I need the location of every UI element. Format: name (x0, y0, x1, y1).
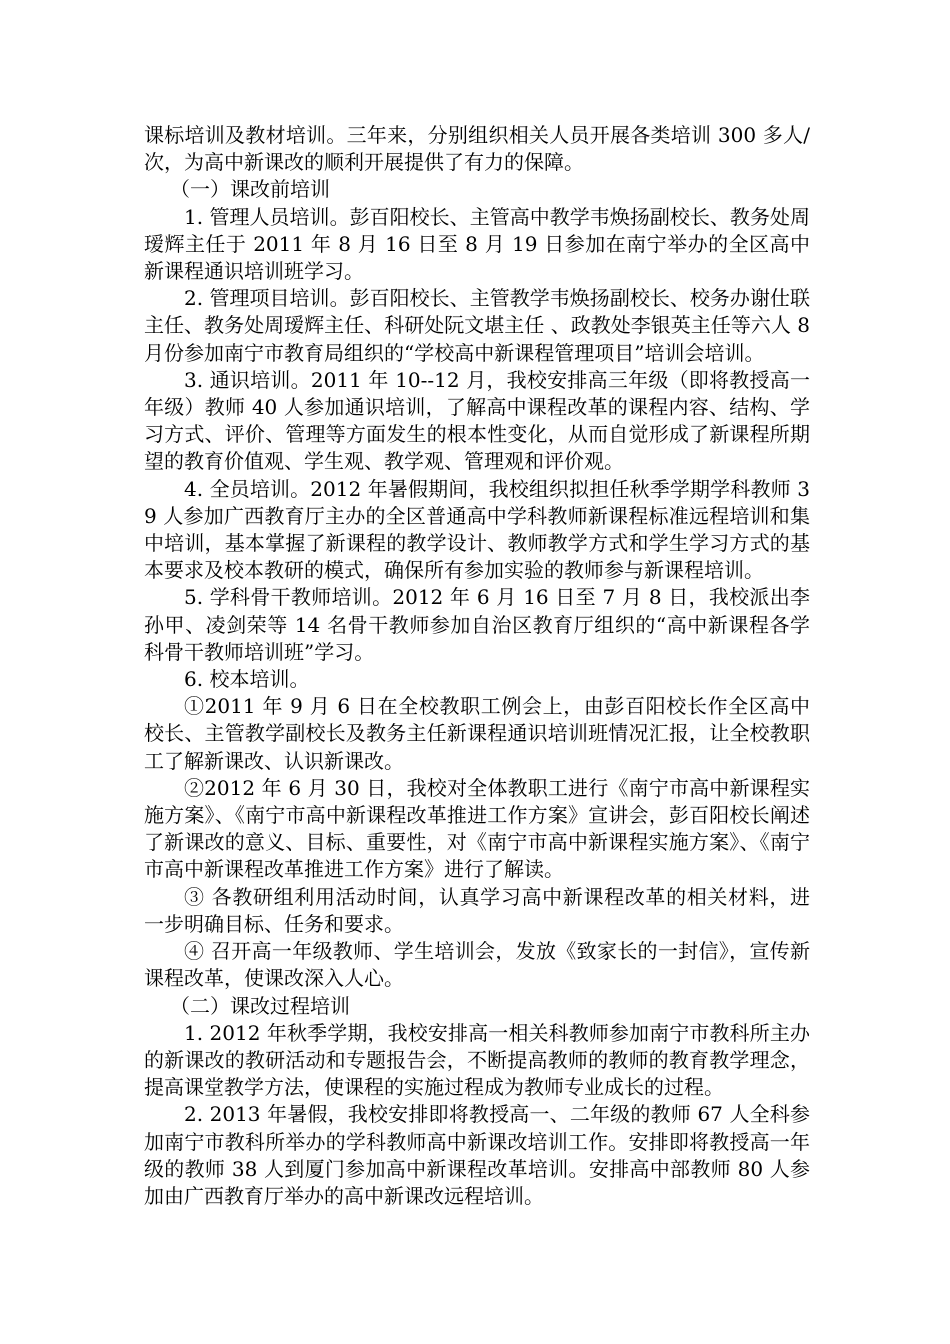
paragraph-management-project-training: 2. 管理项目培训。彭百阳校长、主管教学韦焕扬副校长、校务办谢仕联主任、教务处周瑷辉主任、科研处阮文堪主任 、政教处李银英主任等六人 8 月份参加南宁市教育局组织的“学校高中新课程管理项目”培训会培训。 (144, 286, 810, 365)
paragraph-item-4: ④ 召开高一年级教师、学生培训会，发放《致家长的一封信》，宣传新课程改革，使课改深入人心。 (144, 939, 810, 991)
section-heading-in-process-training: （二）课改过程培训 (170, 993, 350, 1018)
paragraph-item-2: ②2012 年 6 月 30 日，我校对全体教职工进行《南宁市高中新课程实施方案》、《南宁市高中新课程改革推进工作方案》宣讲会，彭百阳校长阐述了新课改的意义、目标、重要性，对《南宁市高中新课程实施方案》、《南宁市高中新课程改革推进工作方案》进行了解读。 (144, 775, 810, 882)
section-heading-pre-reform-training: （一）课改前培训 (170, 177, 330, 202)
paragraph-item-3: ③ 各教研组利用活动时间，认真学习高中新课程改革的相关材料，进一步明确目标、任务和要求。 (144, 884, 810, 936)
paragraph-key-teacher-training: 5. 学科骨干教师培训。2012 年 6 月 16 日至 7 月 8 日，我校派出李孙甲、凌剑荣等 14 名骨干教师参加自治区教育厅组织的“高中新课程各学科骨干教师培训班”学习。 (144, 585, 810, 664)
paragraph-continuation: 课标培训及教材培训。三年来，分别组织相关人员开展各类培训 300 多人/次，为高中新课改的顺利开展提供了有力的保障。 (144, 123, 810, 175)
paragraph-management-staff-training: 1. 管理人员培训。彭百阳校长、主管高中教学韦焕扬副校长、教务处周瑷辉主任于 2011 年 8 月 16 日至 8 月 19 日参加在南宁举办的全区高中新课程通识培训班学习。 (144, 204, 810, 284)
paragraph-autumn-2012-training: 1. 2012 年秋季学期，我校安排高一相关科教师参加南宁市教科所主办的新课改的教研活动和专题报告会，不断提高教师的教师的教育教学理念，提高课堂教学方法，使课程的实施过程成为教师专业成长的过程。 (144, 1020, 810, 1100)
document-page (144, 122, 810, 1210)
paragraph-summer-2013-training: 2. 2013 年暑假，我校安排即将教授高一、二年级的教师 67 人全科参加南宁市教科所举办的学科教师高中新课改培训工作。安排即将教授高一年级的教师 38 人到厦门参加高中新课程改革培训。安排高中部教师 80 人参加由广西教育厅举办的高中新课改远程培训。 (144, 1102, 810, 1208)
paragraph-all-staff-training: 4. 全员培训。2012 年暑假期间，我校组织拟担任秋季学期学科教师 39 人参加广西教育厅主办的全区普通高中学科教师新课程标准远程培训和集中培训，基本掌握了新课程的教学设计、教师教学方式和学生学习方式的基本要求及校本教研的模式，确保所有参加实验的教师参与新课程培训。 (144, 476, 810, 583)
paragraph-general-knowledge-training: 3. 通识培训。2011 年 10--12 月，我校安排高三年级（即将教授高一年级）教师 40 人参加通识培训，了解高中课程改革的课程内容、结构、学习方式、评价、管理等方面发生的根本性变化，从而自觉形成了新课程所期望的教育价值观、学生观、教学观、管理观和评价观。 (144, 367, 810, 474)
paragraph-item-1: ①2011 年 9 月 6 日在全校教职工例会上，由彭百阳校长作全区高中校长、主管教学副校长及教务主任新课程通识培训班情况汇报，让全校教职工了解新课改、认识新课改。 (144, 694, 810, 773)
paragraph-school-based-training: 6. 校本培训。 (184, 667, 310, 692)
